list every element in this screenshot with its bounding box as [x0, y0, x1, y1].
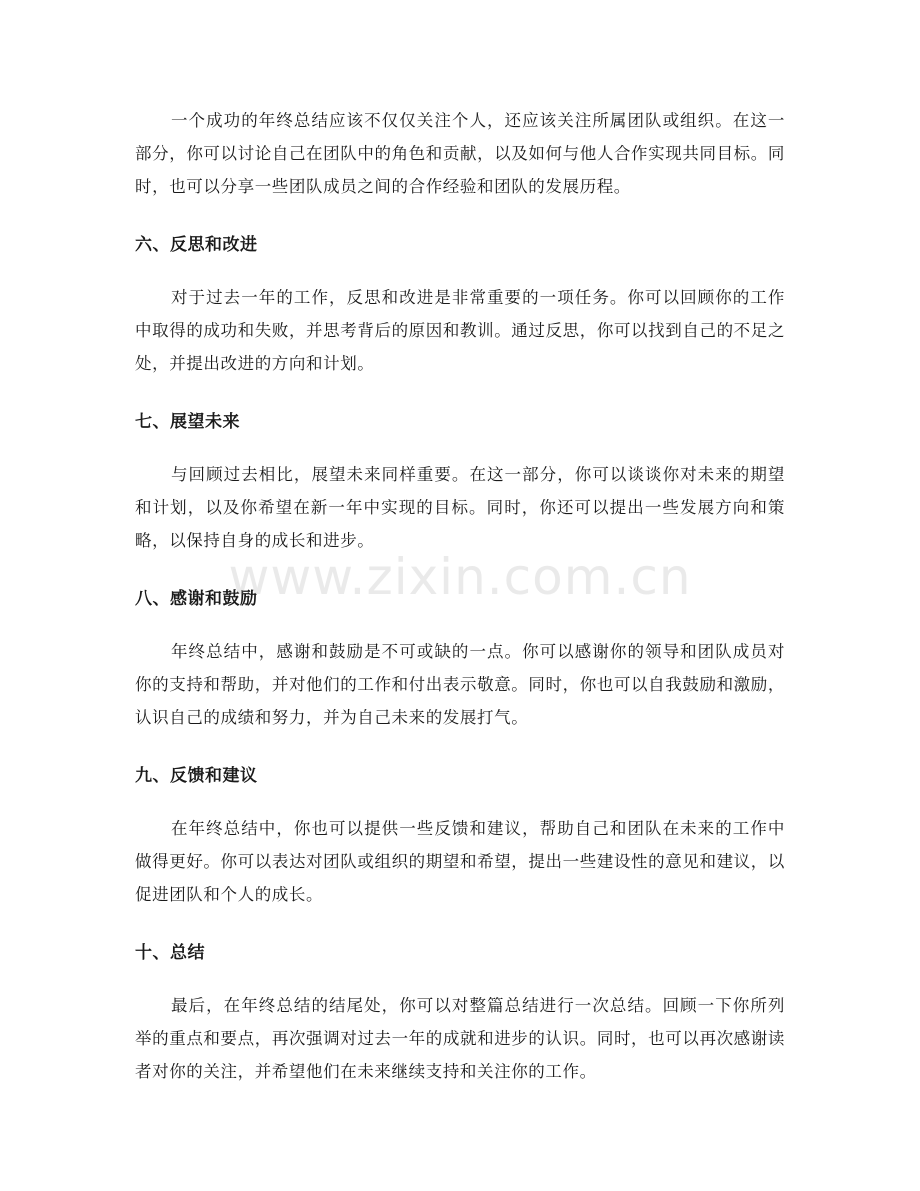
section-summary	[135, 941, 785, 1088]
section-outlook	[135, 410, 785, 557]
section-thanks	[135, 587, 785, 734]
section-body: 在年终总结中，你也可以提供一些反馈和建议，帮助自己和团队在未来的工作中做得更好。你可以表达对团队或组织的期望和希望，提出一些建设性的意见和建议，以促进团队和个人的成长。	[135, 819, 785, 904]
section-heading: 十、总结	[135, 943, 205, 963]
section-heading: 九、反馈和建议	[135, 766, 258, 786]
section-heading: 八、感谢和鼓励	[135, 589, 258, 609]
section-body: 最后，在年终总结的结尾处，你可以对整篇总结进行一次总结。回顾一下你所列举的重点和要点，再次强调对过去一年的成就和进步的认识。同时，也可以再次感谢读者对你的关注，并希望他们在未来继续支持和关注你的工作。	[135, 996, 785, 1081]
section-body: 年终总结中，感谢和鼓励是不可或缺的一点。你可以感谢你的领导和团队成员对你的支持和帮助，并对他们的工作和付出表示敬意。同时，你也可以自我鼓励和激励，认识自己的成绩和努力，并为自己未来的发展打气。	[135, 642, 785, 727]
section-heading: 六、反思和改进	[135, 235, 258, 255]
section-body: 与回顾过去相比，展望未来同样重要。在这一部分，你可以谈谈你对未来的期望和计划，以及你希望在新一年中实现的目标。同时，你还可以提出一些发展方向和策略，以保持自身的成长和进步。	[135, 465, 785, 550]
section-reflection	[135, 233, 785, 380]
watermark: www.zixin.com.cn	[228, 548, 692, 606]
document-page	[135, 104, 785, 1118]
intro-paragraph: 一个成功的年终总结应该不仅仅关注个人，还应该关注所属团队或组织。在这一部分，你可以讨论自己在团队中的角色和贡献，以及如何与他人合作实现共同目标。同时，也可以分享一些团队成员之间的合作经验和团队的发展历程。	[135, 111, 785, 196]
section-feedback	[135, 764, 785, 911]
section-body: 对于过去一年的工作，反思和改进是非常重要的一项任务。你可以回顾你的工作中取得的成功和失败，并思考背后的原因和教训。通过反思，你可以找到自己的不足之处，并提出改进的方向和计划。	[135, 288, 785, 373]
section-heading: 七、展望未来	[135, 412, 240, 432]
